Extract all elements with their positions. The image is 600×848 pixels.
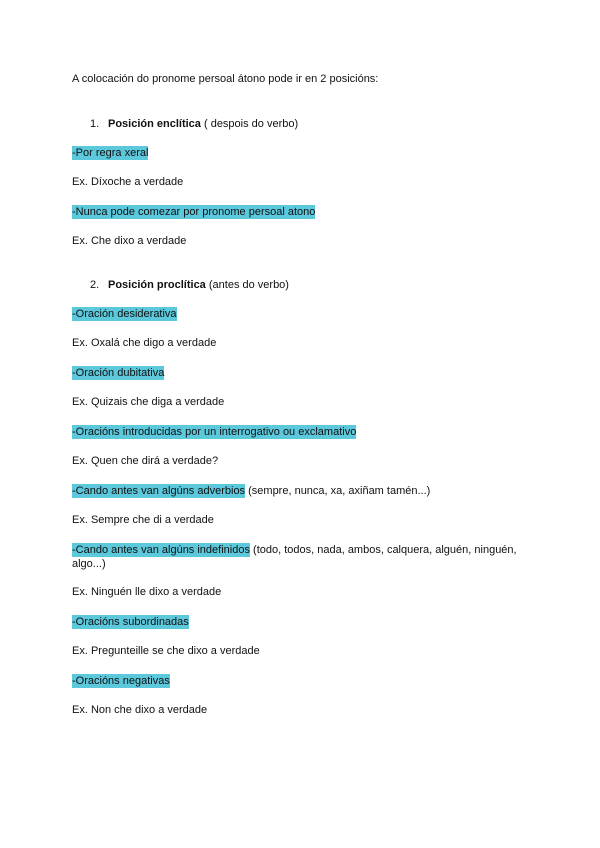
rule-item bbox=[72, 146, 540, 160]
section-2-number: 2. bbox=[90, 279, 100, 291]
rule-note: (todo, todos, nada, ambos, calquera, alguén, ninguén, algo...) bbox=[72, 544, 517, 570]
section-2-heading bbox=[90, 278, 540, 292]
example-text: Ex. Oxalá che digo a verdade bbox=[72, 337, 217, 349]
rule-highlight: -Oracións negativas bbox=[72, 675, 170, 687]
section-2-title: Posición proclítica bbox=[108, 279, 206, 291]
rule-item bbox=[72, 674, 540, 688]
rule-item bbox=[72, 425, 540, 439]
rule-highlight: -Oracións introducidas por un interrogativo ou exclamativo bbox=[72, 426, 357, 438]
rule-highlight: -Oración desiderativa bbox=[72, 308, 177, 320]
intro-text: A colocación do pronome persoal átono pode ir en 2 posicións: bbox=[72, 73, 379, 85]
rule-item bbox=[72, 484, 540, 498]
section-1-title: Posición enclítica bbox=[108, 118, 201, 130]
example-text: Ex. Che dixo a verdade bbox=[72, 235, 187, 247]
rule-highlight: -Cando antes van algúns adverbios bbox=[72, 485, 246, 497]
example-text: Ex. Quen che dirá a verdade? bbox=[72, 455, 219, 467]
section-1-subtitle: ( despois do verbo) bbox=[200, 118, 299, 130]
example-text: Ex. Díxoche a verdade bbox=[72, 176, 184, 188]
rule-highlight: -Nunca pode comezar por pronome persoal atono bbox=[72, 206, 316, 218]
rule-note: (sempre, nunca, xa, axiñam tamén...) bbox=[245, 485, 431, 497]
rule-highlight: -Oracións subordinadas bbox=[72, 616, 189, 628]
rule-highlight: -Por regra xeral bbox=[72, 147, 149, 159]
rule-highlight: -Oración dubitativa bbox=[72, 367, 165, 379]
example-text: Ex. Quizais che diga a verdade bbox=[72, 396, 225, 408]
rule-item bbox=[72, 543, 540, 571]
rule-highlight: -Cando antes van algúns indefinidos bbox=[72, 544, 250, 556]
rule-item bbox=[72, 615, 540, 629]
example-text: Ex. Non che dixo a verdade bbox=[72, 704, 208, 716]
example-text: Ex. Ninguén lle dixo a verdade bbox=[72, 586, 222, 598]
section-2-subtitle: (antes do verbo) bbox=[205, 279, 289, 291]
section-1-heading bbox=[90, 117, 540, 131]
rule-item bbox=[72, 205, 540, 219]
rule-item bbox=[72, 366, 540, 380]
example-text: Ex. Sempre che di a verdade bbox=[72, 514, 214, 526]
rule-item bbox=[72, 307, 540, 321]
section-1-number: 1. bbox=[90, 118, 100, 130]
example-text: Ex. Pregunteille se che dixo a verdade bbox=[72, 645, 260, 657]
